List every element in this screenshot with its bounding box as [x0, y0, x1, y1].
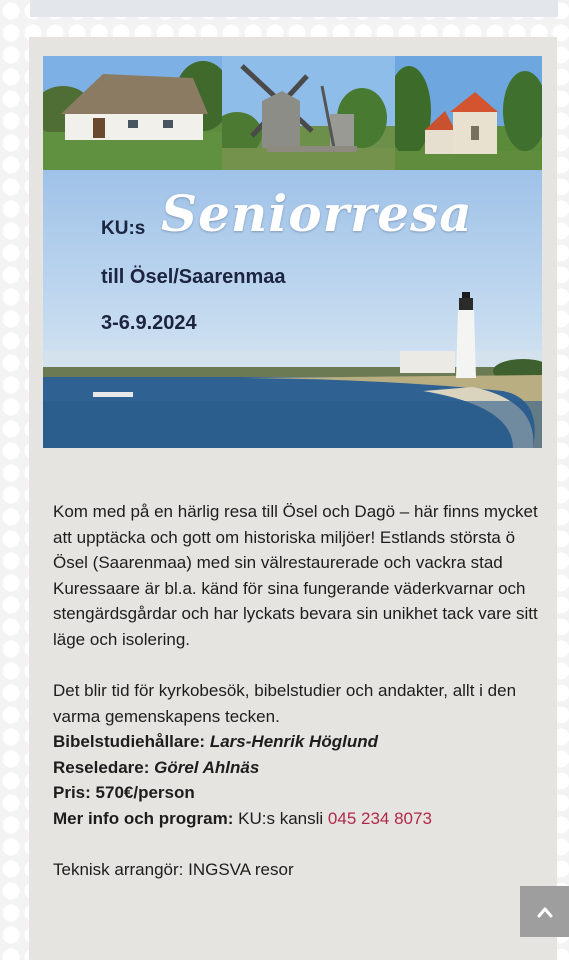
lighthouse [451, 292, 481, 378]
scroll-to-top-button[interactable] [520, 886, 569, 937]
guide-name: Görel Ahlnäs [154, 757, 260, 777]
guide-line [53, 755, 543, 781]
windmill-photo [222, 56, 395, 170]
poster-title: Seniorresa [161, 184, 473, 243]
price-label: Pris: [53, 783, 91, 802]
info-label: Mer info och program: [53, 808, 234, 828]
top-strip [30, 0, 558, 17]
post-card [29, 37, 557, 960]
info-line [53, 806, 543, 832]
price-line [53, 780, 543, 806]
leader-label: Bibelstudiehållare: [53, 732, 206, 751]
poster-image [43, 56, 542, 448]
poster-dates: 3-6.9.2024 [101, 312, 197, 334]
poster-subtitle: till Ösel/Saarenmaa [101, 266, 286, 288]
chevron-up-icon [537, 906, 553, 918]
organizer-line: Teknisk arrangör: INGSVA resor [53, 860, 294, 879]
intro-paragraph: Kom med på en härlig resa till Ösel och Dagö – här finns mycket att upptäcka och gott om historiska miljöer! Estlands största ö Ösel (Saarenmaa) med sin välrestaurerade och vackra stad Kuressaare är bl.a. känd för sina fungerande väderkvarnar och stengärdsgårdar och har lyckats bevara sin unikhet tack vare sitt läge och isolering. [53, 502, 538, 649]
leader-name: Lars-Henrik Höglund [209, 732, 378, 751]
price-value: 570€/person [95, 783, 195, 802]
church-photo [395, 56, 542, 170]
guide-label: Reseledare: [53, 757, 150, 777]
info-text: KU:s kansli [238, 808, 324, 828]
phone-link[interactable]: 045 234 8073 [327, 808, 432, 828]
post-content [53, 499, 543, 883]
leader-line [53, 729, 543, 755]
poster-title-prefix: KU:s [101, 218, 146, 239]
activities-paragraph: Det blir tid för kyrkobesök, bibelstudier och andakter, allt i den varma gemenskapens tecken. [53, 681, 517, 726]
farmhouse-photo [43, 56, 222, 170]
